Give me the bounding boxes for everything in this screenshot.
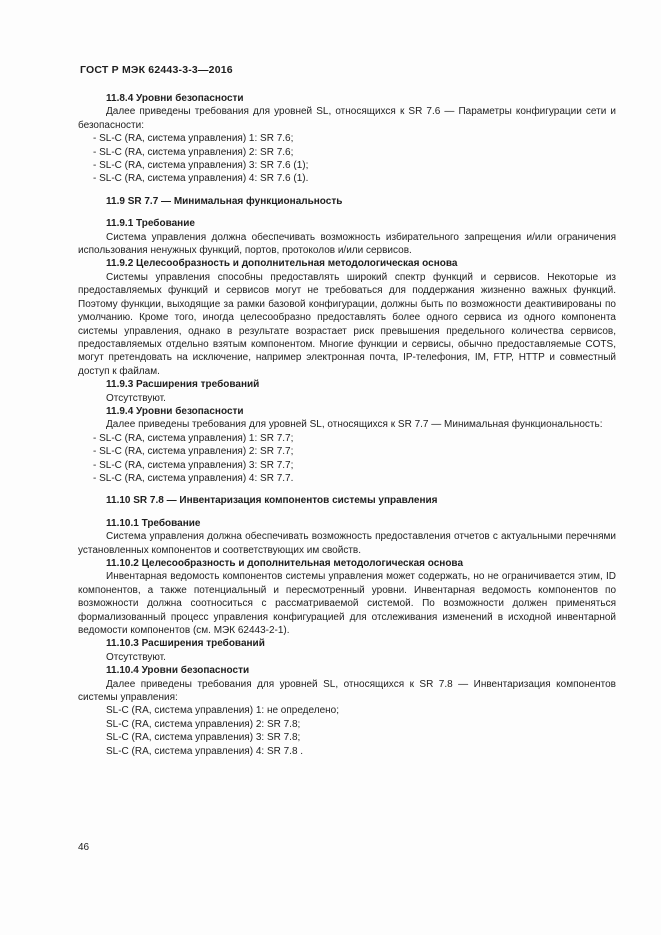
subsection-heading: 11.10.1 Требование [106,517,201,529]
list-item: - SL-C (RA, система управления) 3: SR 7.7; [93,459,294,471]
subsection-heading: 11.10.4 Уровни безопасности [106,665,250,677]
list-item: - SL-C (RA, система управления) 1: SR 7.7; [93,432,294,444]
list-item: - SL-C (RA, система управления) 4: SR 7.7. [93,472,294,484]
subsection-heading: 11.10.3 Расширения требований [106,638,265,650]
subsection-heading: 11.9.4 Уровни безопасности [106,405,244,417]
paragraph: Система управления должна обеспечивать возможность предоставления отчетов с актуальными перечнями установленных компонентов и соответствующих им свойств. [78,531,616,556]
subsection-heading: 11.9.2 Целесообразность и дополнительная методологическая основа [106,258,458,270]
subsection-heading: 11.9.3 Расширения требований [106,379,260,391]
paragraph: Далее приведены требования для уровней SL, относящихся к SR 7.8 — Инвентаризация компонентов системы управления: [78,678,616,704]
paragraph: Система управления должна обеспечивать возможность избирательного запрещения и/или ограничения использования ненужных функций, портов, протоколов и/или сервисов. [78,231,616,257]
page-number: 46 [78,842,90,853]
paragraph: Отсутствуют. [106,392,166,404]
document-body [78,92,616,758]
list-item: - SL-C (RA, система управления) 2: SR 7.6; [93,146,294,158]
subsection-heading: 11.9.1 Требование [106,218,195,230]
paragraph: Далее приведены требования для уровней SL, относящихся к SR 7.6 — Параметры конфигурации сети и безопасности: [78,106,616,131]
subsection-heading: 11.8.4 Уровни безопасности [106,93,244,104]
list-item: SL-C (RA, система управления) 3: SR 7.8; [106,732,301,744]
list-item: - SL-C (RA, система управления) 3: SR 7.6 (1); [93,160,309,172]
subsection-heading: 11.10.2 Целесообразность и дополнительная методологическая основа [106,558,464,569]
list-item: - SL-C (RA, система управления) 2: SR 7.7; [93,446,294,458]
paragraph: Системы управления способны предоставлять широкий спектр функций и сервисов. Некоторые из предоставляемых функций и сервисов могут не требоваться для поддержания жизненно важных функций. Поэтому функции, выходящие за рамки базовой конфигурации, должны быть по возможности деактивированы по умолчанию. Кроме того, иногда целесообразно предоставлять более одного сервиса из одного компонента системы управления, однако в результате возрастает риск превышения предельного количества сервисов, предоставляемых отдельно взятым компонентом. Многие функции и сервисы, обычно предоставляемые COTS, могут претендовать на исключение, например электронная почта, IP-телефония, IM, FTP, HTTP и совместный доступ к файлам. [78,271,616,377]
paragraph: Отсутствуют. [106,651,166,663]
paragraph: Далее приведены требования для уровней SL, относящихся к SR 7.7 — Минимальная функциональность: [106,419,603,431]
section-heading: 11.10 SR 7.8 — Инвентаризация компонентов системы управления [106,495,438,507]
list-item: SL-C (RA, система управления) 4: SR 7.8 . [106,745,304,757]
section-heading: 11.9 SR 7.7 — Минимальная функциональность [106,195,343,207]
list-item: SL-C (RA, система управления) 2: SR 7.8; [106,718,301,730]
document-header: ГОСТ Р МЭК 62443-3-3—2016 [80,64,233,76]
list-item: SL-C (RA, система управления) 1: не определено; [106,705,340,717]
list-item: - SL-C (RA, система управления) 1: SR 7.6; [93,133,294,145]
paragraph: Инвентарная ведомость компонентов системы управления может содержать, но не ограничивается этим, ID компонентов, а также потенциальный и пересмотренный уровни. Инвентарная ведомость компонентов по возможности должна соотноситься с рассматриваемой системой. По возможности должен применяться формализованный процесс управления конфигурацией для отслеживания изменений в исходной инвентарной ведомости компонентов (см. МЭК 62443-2-1). [78,571,616,637]
list-item: - SL-C (RA, система управления) 4: SR 7.6 (1). [93,173,309,185]
